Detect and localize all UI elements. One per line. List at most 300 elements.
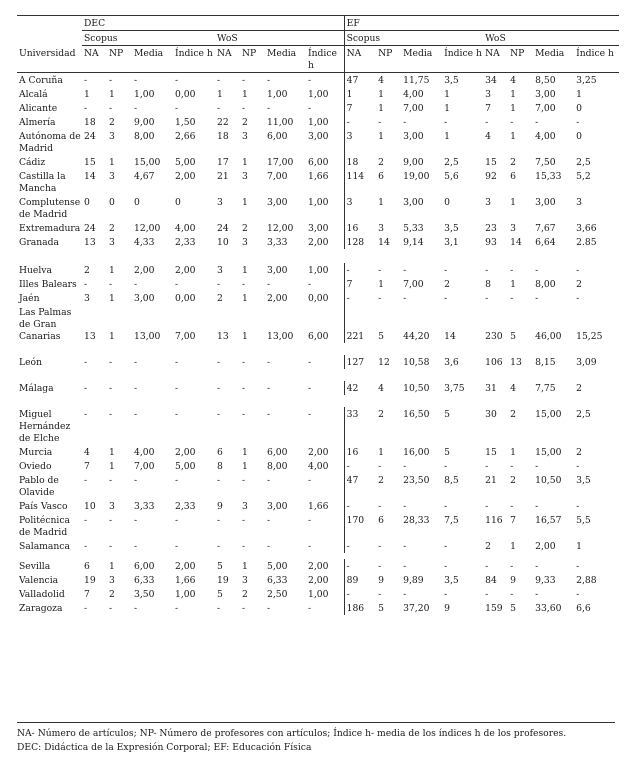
cell-value: 3 — [344, 195, 376, 221]
cell-value: 1 — [576, 89, 582, 100]
cell-value: - — [344, 291, 376, 305]
cell-value: - — [378, 561, 382, 572]
cell-value: 4 — [378, 75, 384, 86]
cell-value: 13,00 — [267, 331, 294, 342]
cell-value: 16,57 — [535, 515, 562, 526]
cell-value: 3 — [242, 131, 248, 142]
cell-value: - — [308, 75, 312, 86]
cell-value: 8,15 — [535, 357, 556, 368]
cell-value: 3 — [109, 575, 115, 586]
cell-value: - — [403, 501, 407, 512]
cell-value: - — [576, 293, 580, 304]
cell-value: 9,00 — [134, 117, 155, 128]
cell-value: - — [378, 501, 382, 512]
table-row — [17, 445, 619, 459]
cell-value: 6,00 — [134, 561, 155, 572]
table-row — [17, 381, 619, 395]
cell-value: - — [217, 603, 221, 614]
cell-value: 1 — [378, 279, 384, 290]
university-name: Valencia — [19, 575, 59, 586]
cell-value: 3 — [344, 129, 376, 155]
cell-value: - — [485, 561, 489, 572]
cell-value: 15,33 — [535, 171, 562, 182]
row-spacer-cell — [17, 343, 619, 355]
cell-value: 4,67 — [134, 171, 155, 182]
cell-value: 6,64 — [535, 237, 556, 248]
cell-value: 3,00 — [134, 293, 155, 304]
table-row — [17, 221, 619, 235]
cell-value: 11,75 — [403, 75, 430, 86]
cell-value: 16 — [344, 221, 376, 235]
cell-value: - — [576, 265, 580, 276]
cell-value: 21 — [217, 171, 229, 182]
cell-value: - — [485, 293, 489, 304]
cell-value: 1,00 — [175, 589, 196, 600]
cell-value: 2 — [444, 279, 450, 290]
header-np: NP — [240, 46, 265, 73]
cell-value: 7 — [485, 103, 491, 114]
header-na: NA — [82, 46, 107, 73]
cell-value: 2 — [378, 157, 384, 168]
cell-value: - — [535, 265, 539, 276]
cell-value: 15,00 — [535, 409, 562, 420]
cell-value: - — [308, 279, 312, 290]
header-np: NP — [508, 46, 533, 73]
cell-value: 1 — [242, 197, 248, 208]
cell-value: 12,00 — [134, 223, 161, 234]
cell-value: 2,00 — [175, 171, 196, 182]
cell-value: 3 — [485, 197, 491, 208]
cell-value: 18 — [344, 155, 376, 169]
cell-value: - — [344, 499, 376, 513]
cell-value: 3,1 — [444, 237, 459, 248]
cell-value: 2 — [109, 117, 115, 128]
cell-value: 2 — [510, 475, 516, 486]
cell-value: - — [344, 587, 376, 601]
university-name: Zaragoza — [19, 603, 63, 614]
cell-value: 7,00 — [535, 103, 556, 114]
cell-value: - — [267, 475, 271, 486]
cell-value: 3,5 — [444, 223, 459, 234]
cell-value: - — [84, 603, 88, 614]
header-media: Media — [533, 46, 574, 73]
cell-value: - — [510, 117, 514, 128]
cell-value: 5 — [378, 331, 384, 342]
cell-value: 1 — [444, 89, 450, 100]
cell-value: 2 — [576, 279, 582, 290]
cell-value: 10,50 — [403, 383, 430, 394]
cell-value: 1 — [344, 87, 376, 101]
cell-value: 7 — [344, 101, 376, 115]
university-name: Castilla la Mancha — [19, 171, 66, 194]
cell-value: - — [175, 409, 179, 420]
cell-value: 33 — [344, 407, 376, 445]
table-row — [17, 277, 619, 291]
ef-wos-label: WoS — [483, 31, 619, 46]
cell-value: 9,00 — [403, 157, 424, 168]
cell-value: 2,88 — [576, 575, 597, 586]
cell-value: 34 — [485, 75, 497, 86]
cell-value: - — [134, 357, 138, 368]
cell-value: 230 — [485, 331, 503, 342]
cell-value: 10 — [217, 237, 229, 248]
cell-value: - — [267, 409, 271, 420]
cell-value: 2 — [510, 409, 516, 420]
cell-value: 9 — [378, 575, 384, 586]
cell-value: - — [535, 589, 539, 600]
cell-value: 8,50 — [535, 75, 556, 86]
cell-value: 3,6 — [444, 357, 459, 368]
cell-value: - — [267, 603, 271, 614]
cell-value: 3,00 — [308, 131, 329, 142]
table-row — [17, 155, 619, 169]
cell-value: 7 — [84, 589, 90, 600]
cell-value: 4 — [510, 383, 516, 394]
cell-value: 7,5 — [444, 515, 459, 526]
university-name: A Coruña — [19, 75, 63, 86]
cell-value: - — [217, 541, 221, 552]
cell-value: 1 — [109, 447, 115, 458]
cell-value: 1 — [242, 331, 248, 342]
cell-value: 23,50 — [403, 475, 430, 486]
table-row — [17, 305, 619, 343]
cell-value: - — [485, 461, 489, 472]
university-name: Salamanca — [19, 541, 70, 552]
cell-value: 7 — [510, 515, 516, 526]
university-name: Sevilla — [19, 561, 51, 572]
cell-value: - — [378, 117, 382, 128]
cell-value: - — [134, 475, 138, 486]
cell-value: 3 — [485, 89, 491, 100]
cell-value: - — [403, 561, 407, 572]
cell-value: - — [217, 409, 221, 420]
cell-value: 1 — [242, 447, 248, 458]
cell-value: 3 — [510, 223, 516, 234]
table-footnotes — [17, 722, 615, 755]
cell-value: - — [485, 501, 489, 512]
cell-value: 0,00 — [175, 89, 196, 100]
cell-value: - — [576, 501, 580, 512]
cell-value: - — [535, 117, 539, 128]
data-table — [17, 15, 619, 623]
cell-value: - — [576, 561, 580, 572]
cell-value: 7,00 — [267, 171, 288, 182]
cell-value: - — [535, 561, 539, 572]
cell-value: 1 — [510, 197, 516, 208]
cell-value: 10,58 — [403, 357, 430, 368]
table-row — [17, 573, 619, 587]
cell-value: 5 — [444, 409, 450, 420]
cell-value: - — [308, 103, 312, 114]
cell-value: 15 — [485, 157, 497, 168]
cell-value: 1 — [510, 103, 516, 114]
cell-value: 6,00 — [308, 331, 329, 342]
cell-value: - — [109, 541, 113, 552]
cell-value: 5 — [444, 447, 450, 458]
cell-value: 11,00 — [267, 117, 294, 128]
cell-value: - — [510, 501, 514, 512]
cell-value: 0 — [109, 197, 115, 208]
cell-value: 4,00 — [308, 461, 329, 472]
cell-value: - — [344, 115, 376, 129]
header-na: NA — [483, 46, 508, 73]
cell-value: - — [109, 475, 113, 486]
cell-value: 2,5 — [576, 409, 591, 420]
cell-value: - — [444, 293, 448, 304]
group-dec-label: DEC — [82, 16, 344, 31]
cell-value: 2,00 — [134, 265, 155, 276]
cell-value: 1 — [242, 89, 248, 100]
cell-value: 6,33 — [134, 575, 155, 586]
cell-value: 1 — [109, 89, 115, 100]
university-name: Autónoma de Madrid — [19, 131, 81, 154]
cell-value: 47 — [344, 73, 376, 88]
cell-value: 1,50 — [175, 117, 196, 128]
cell-value: 13,00 — [134, 331, 161, 342]
cell-value: 5,5 — [576, 515, 591, 526]
university-name: Pablo de Olavide — [19, 475, 59, 498]
cell-value: 1,00 — [308, 589, 329, 600]
cell-value: 7 — [84, 461, 90, 472]
cell-value: 3,09 — [576, 357, 597, 368]
cell-value: 14 — [378, 237, 390, 248]
cell-value: - — [134, 409, 138, 420]
cell-value: - — [84, 75, 88, 86]
cell-value: 23 — [485, 223, 497, 234]
university-name: Politécnica de Madrid — [19, 515, 70, 538]
cell-value: 3 — [242, 237, 248, 248]
cell-value: 2,5 — [576, 157, 591, 168]
cell-value: 1 — [510, 89, 516, 100]
cell-value: 19,00 — [403, 171, 430, 182]
cell-value: - — [134, 603, 138, 614]
cell-value: - — [84, 541, 88, 552]
cell-value: 0,00 — [175, 293, 196, 304]
footnote-abbreviations: NA- Número de artículos; NP- Número de profesores con artículos; Índice h- media de los índices h de los profesores. — [17, 728, 567, 739]
cell-value: 3,00 — [535, 89, 556, 100]
cell-value: 16,00 — [403, 447, 430, 458]
cell-value: 3 — [109, 171, 115, 182]
cell-value: 6,00 — [267, 131, 288, 142]
cell-value: 3 — [217, 265, 223, 276]
cell-value: 3 — [378, 223, 384, 234]
cell-value: 1 — [84, 89, 90, 100]
cell-value: 3 — [242, 575, 248, 586]
cell-value: 6 — [84, 561, 90, 572]
cell-value: - — [109, 603, 113, 614]
cell-value: 3,33 — [134, 501, 155, 512]
cell-value: 7,75 — [535, 383, 556, 394]
cell-value: - — [84, 409, 88, 420]
cell-value: 4,00 — [403, 89, 424, 100]
dec-wos-label: WoS — [215, 31, 344, 46]
cell-value: 8,00 — [134, 131, 155, 142]
cell-value: 30 — [485, 409, 497, 420]
cell-value: 7,00 — [403, 279, 424, 290]
cell-value: 9 — [510, 575, 516, 586]
cell-value: - — [403, 541, 407, 552]
cell-value: 2 — [109, 589, 115, 600]
cell-value: - — [267, 279, 271, 290]
cell-value: - — [84, 357, 88, 368]
cell-value: 2 — [242, 117, 248, 128]
row-spacer — [17, 395, 619, 407]
cell-value: - — [175, 279, 179, 290]
cell-value: 19 — [84, 575, 96, 586]
cell-value: - — [175, 383, 179, 394]
cell-value: 2,50 — [267, 589, 288, 600]
cell-value: 5,33 — [403, 223, 424, 234]
cell-value: 3 — [109, 131, 115, 142]
table-row — [17, 129, 619, 155]
cell-value: 7,00 — [403, 103, 424, 114]
cell-value: - — [134, 383, 138, 394]
cell-value: 6 — [510, 171, 516, 182]
cell-value: 1 — [217, 89, 223, 100]
cell-value: 159 — [485, 603, 503, 614]
cell-value: 7,67 — [535, 223, 556, 234]
university-name: Alicante — [19, 103, 58, 114]
table-row — [17, 101, 619, 115]
cell-value: 2,66 — [175, 131, 196, 142]
header-media: Media — [132, 46, 173, 73]
cell-value: 0 — [134, 197, 140, 208]
cell-value: 21 — [485, 475, 497, 486]
header-np: NP — [107, 46, 132, 73]
cell-value: - — [242, 383, 246, 394]
cell-value: - — [242, 103, 246, 114]
cell-value: 1,00 — [308, 117, 329, 128]
cell-value: 186 — [344, 601, 376, 615]
cell-value: - — [217, 475, 221, 486]
cell-value: 15,00 — [535, 447, 562, 458]
cell-value: - — [267, 383, 271, 394]
cell-value: 1 — [242, 265, 248, 276]
cell-value: 6,33 — [267, 575, 288, 586]
cell-value: - — [444, 265, 448, 276]
cell-value: 13 — [217, 331, 229, 342]
cell-value: 12,00 — [267, 223, 294, 234]
footnote-areas: DEC: Didáctica de la Expresión Corporal; EF: Educación Física — [17, 742, 312, 753]
cell-value: - — [378, 265, 382, 276]
cell-value: 17 — [217, 157, 229, 168]
cell-value: 1 — [242, 157, 248, 168]
cell-value: 2 — [576, 383, 582, 394]
cell-value: - — [134, 75, 138, 86]
table-row — [17, 195, 619, 221]
cell-value: 0 — [175, 197, 181, 208]
cell-value: - — [308, 357, 312, 368]
cell-value: - — [217, 103, 221, 114]
cell-value: - — [403, 265, 407, 276]
cell-value: 4,00 — [134, 447, 155, 458]
cell-value: - — [510, 461, 514, 472]
cell-value: 9 — [217, 501, 223, 512]
cell-value: 1 — [510, 131, 516, 142]
cell-value: 6,00 — [308, 157, 329, 168]
university-name: Cádiz — [19, 157, 46, 168]
cell-value: 5,6 — [444, 171, 459, 182]
cell-value: 4,00 — [175, 223, 196, 234]
cell-value: 2,00 — [175, 561, 196, 572]
cell-value: 2,00 — [308, 447, 329, 458]
cell-value: 9,33 — [535, 575, 556, 586]
cell-value: 1 — [242, 293, 248, 304]
cell-value: 5,00 — [175, 157, 196, 168]
cell-value: 1 — [378, 447, 384, 458]
cell-value: 19 — [217, 575, 229, 586]
cell-value: - — [378, 589, 382, 600]
cell-value: 1 — [109, 461, 115, 472]
university-name: Almería — [19, 117, 56, 128]
cell-value: - — [84, 103, 88, 114]
cell-value: 4 — [510, 75, 516, 86]
cell-value: 10,50 — [535, 475, 562, 486]
cell-value: 24 — [84, 223, 96, 234]
university-name: Málaga — [19, 383, 54, 394]
cell-value: 33,60 — [535, 603, 562, 614]
dec-scopus-label: Scopus — [82, 31, 215, 46]
cell-value: 2 — [84, 265, 90, 276]
table-row — [17, 263, 619, 277]
subgroup-header-row — [17, 31, 619, 46]
header-indice-h: Índice h — [574, 46, 619, 73]
header-media: Media — [401, 46, 442, 73]
cell-value: 10 — [84, 501, 96, 512]
cell-value: - — [175, 357, 179, 368]
cell-value: 2 — [485, 541, 491, 552]
table-row — [17, 73, 619, 88]
cell-value: 1 — [109, 331, 115, 342]
cell-value: 3 — [84, 293, 90, 304]
cell-value: 89 — [344, 573, 376, 587]
cell-value: - — [242, 279, 246, 290]
cell-value: 2 — [242, 223, 248, 234]
table-row — [17, 499, 619, 513]
university-name: País Vasco — [19, 501, 68, 512]
cell-value: 44,20 — [403, 331, 430, 342]
cell-value: 5,2 — [576, 171, 591, 182]
cell-value: - — [267, 357, 271, 368]
table-row — [17, 235, 619, 249]
cell-value: - — [535, 461, 539, 472]
cell-value: 128 — [344, 235, 376, 249]
cell-value: 37,20 — [403, 603, 430, 614]
cell-value: - — [217, 383, 221, 394]
cell-value: - — [134, 279, 138, 290]
cell-value: - — [308, 383, 312, 394]
cell-value: 13 — [84, 331, 96, 342]
cell-value: - — [444, 501, 448, 512]
cell-value: 7,00 — [134, 461, 155, 472]
cell-value: - — [242, 541, 246, 552]
cell-value: 0 — [84, 197, 90, 208]
cell-value: 7,50 — [535, 157, 556, 168]
cell-value: 0 — [576, 131, 582, 142]
header-np: NP — [376, 46, 401, 73]
cell-value: 28,33 — [403, 515, 430, 526]
cell-value: - — [134, 103, 138, 114]
cell-value: 9 — [444, 603, 450, 614]
cell-value: - — [217, 357, 221, 368]
cell-value: 46,00 — [535, 331, 562, 342]
cell-value: - — [109, 103, 113, 114]
cell-value: 3 — [242, 501, 248, 512]
row-spacer — [17, 369, 619, 381]
cell-value: 2 — [576, 447, 582, 458]
university-name: Oviedo — [19, 461, 52, 472]
table-row — [17, 407, 619, 445]
